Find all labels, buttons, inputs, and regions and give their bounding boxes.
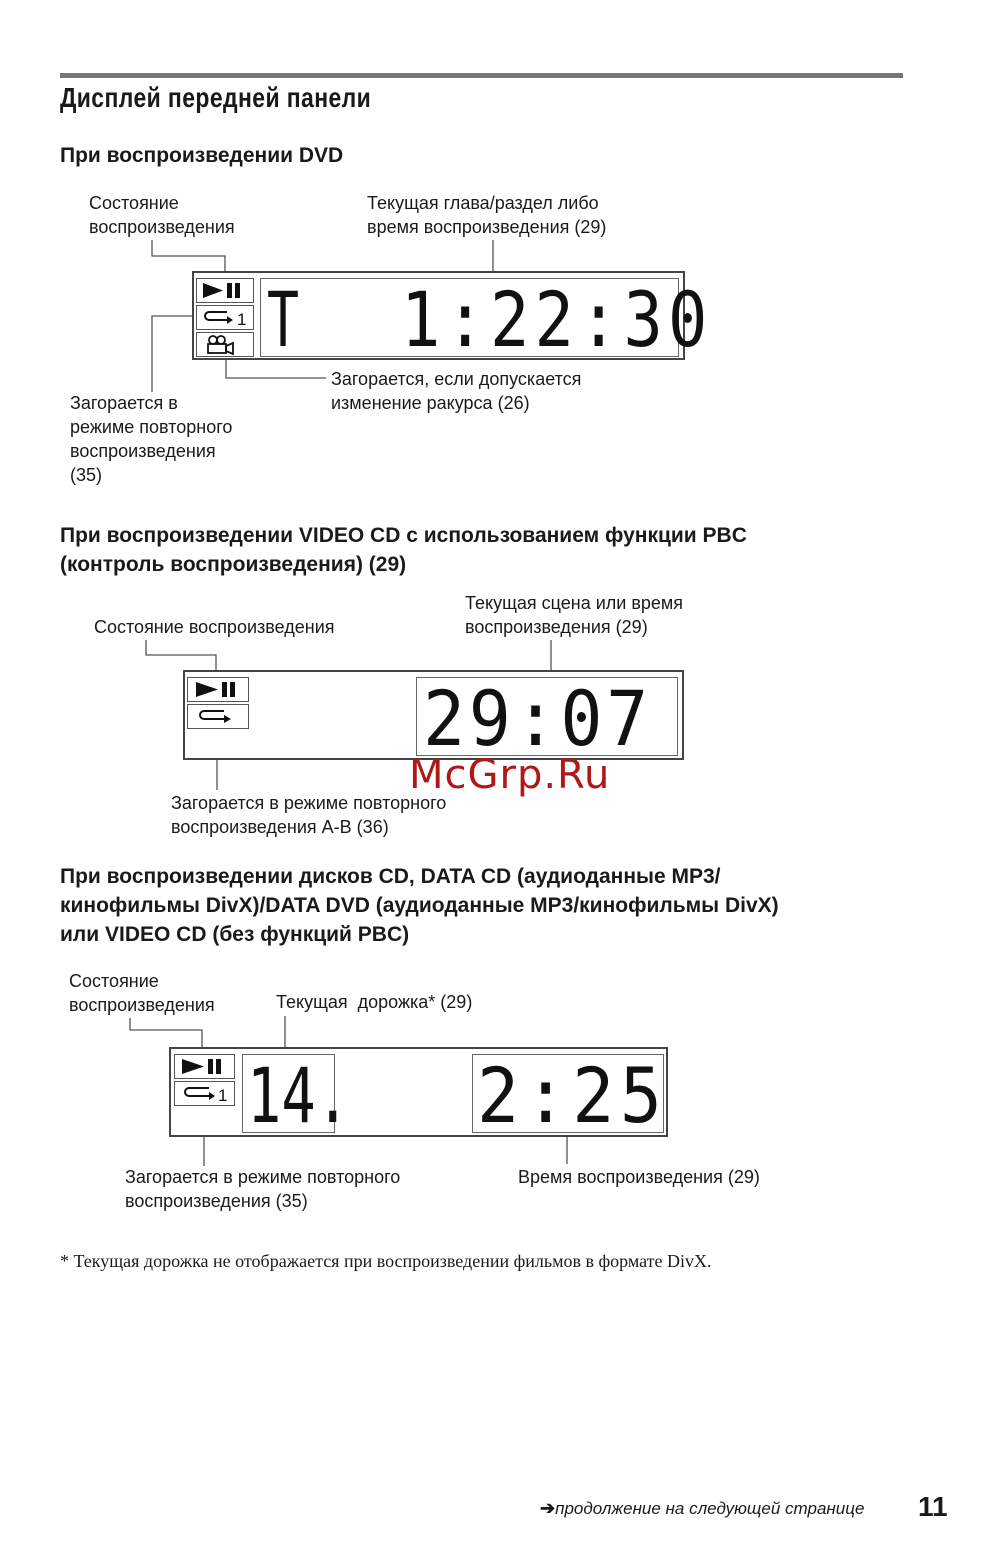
cd-play-time-label: Время воспроизведения (29) (518, 1167, 760, 1187)
cd-play-status-label: Состояние воспроизведения (69, 971, 215, 1015)
svg-text:1: 1 (237, 310, 247, 329)
vcd-scene-time-label: Текущая сцена или время воспроизведения (29) (465, 593, 684, 637)
section-vcd-pbc-heading: При воспроизведении VIDEO CD с использованием функции PBC (контроль воспроизведения) (29) (60, 524, 747, 576)
dvd-repeat-label: Загорается в режиме повторного воспроизведения (35) (70, 393, 233, 485)
watermark: McGrp.Ru (409, 752, 611, 798)
repeat-icon (174, 1081, 235, 1106)
arrow-right-icon: ➔ (540, 1498, 556, 1518)
dvd-play-status-label: Состояние воспроизведения (89, 193, 235, 237)
cd-front-display (169, 1047, 668, 1140)
page-number: 11 (918, 1491, 948, 1522)
section-cd-data-heading: При воспроизведении дисков CD, DATA CD (аудиоданные MP3/ кинофильмы DivX)/DATA DVD (аудиоданные MP3/кинофильмы DivX) или VIDEO CD (без функций PBC) (60, 865, 779, 946)
cd-time-digits: 2:25 (477, 1051, 668, 1140)
continued-note (540, 1498, 864, 1519)
dvd-chapter-time-label: Текущая глава/раздел либо время воспроизведения (29) (367, 193, 607, 237)
cd-track-digits: 14. (247, 1051, 350, 1140)
svg-text:1: 1 (218, 1086, 228, 1105)
vcd-play-status-label: Состояние воспроизведения (94, 617, 335, 637)
footnote: * Текущая дорожка не отображается при воспроизведении фильмов в формате DivX. (60, 1251, 712, 1271)
dvd-title-char: T (267, 275, 300, 364)
continued-text: продолжение на следующей странице (555, 1499, 865, 1518)
page-title: Дисплей передней панели (60, 82, 372, 113)
cd-time-digit-area (472, 1051, 668, 1140)
vcd-repeat-ab-label: Загорается в режиме повторного воспроизведения A-B (36) (171, 793, 447, 837)
dvd-time-digits: 1:22:30 (401, 275, 713, 364)
cd-track-label: Текущая дорожка* (29) (276, 992, 473, 1012)
cd-repeat-label: Загорается в режиме повторного воспроизведения (35) (125, 1167, 401, 1211)
cd-track-digit-area (242, 1051, 350, 1140)
vcd-time-digits: 29:07 (423, 674, 652, 763)
section-dvd-heading: При воспроизведении DVD (60, 144, 344, 167)
play-pause-icon (174, 1054, 235, 1079)
dvd-angle-label: Загорается, если допускается изменение ракурса (26) (331, 369, 582, 413)
